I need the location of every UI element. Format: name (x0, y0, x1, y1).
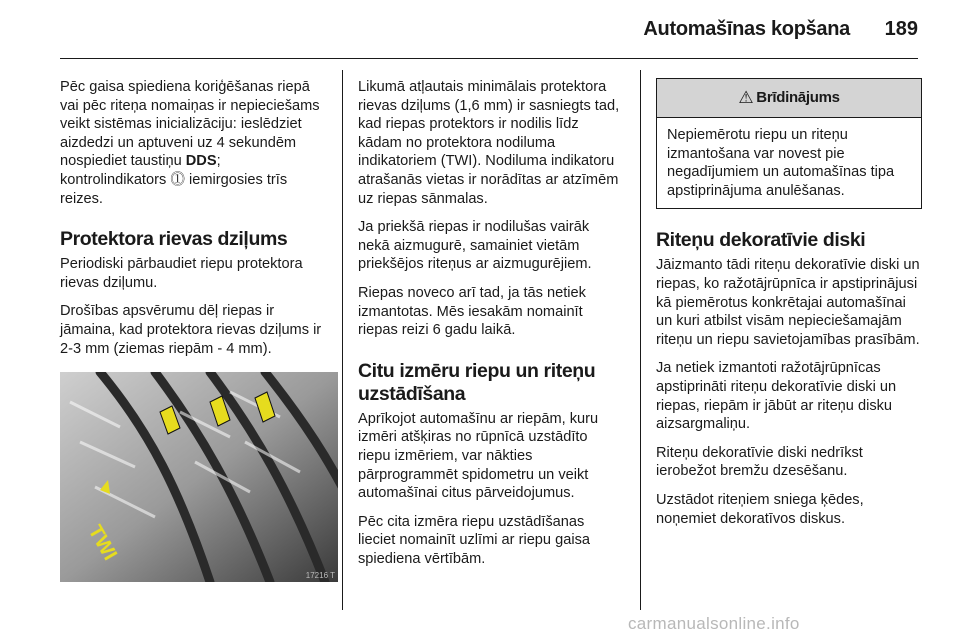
paragraph-approved-hubcaps: Jāizmanto tādi riteņu dekoratīvie diski un riepas, ko ražotājrūpnīca ir apstiprinājusi kā piemērotus konkrētajai automašīnai un kuri atbilst visām nepieciešamajām riteņu un riepu savietojamības prasībām. (656, 257, 920, 348)
twi-label: TWI (83, 521, 122, 565)
paragraph-tire-aging: Riepas noveco arī tad, ja tās netiek izmantotas. Mēs iesakām nomainīt riepas reizi 6 gadu laikā. (358, 284, 586, 339)
warning-header (657, 79, 921, 118)
column-2 (358, 78, 624, 578)
paragraph-dds-reset: Pēc gaisa spiediena koriģēšanas riepā vai pēc riteņa nomaiņas ir nepieciešams veikt sistēmas inicializāciju: ieslēdziet aizdedzi un aptuveni uz 4 sekundēm nospiediet taustiņu DDS; kontrolindikators ⓵ iemirgosies trīs reizes. (60, 79, 320, 207)
paragraph-rotate-tires: Ja priekšā riepas ir nodilušas vairāk nekā aizmugurē, samainiet vietām priekšējos riteņus ar aizmugurējiem. (358, 219, 592, 273)
figure-code: 17216 T (305, 571, 335, 580)
section-heading-hubcaps: Riteņu dekoratīvie diski (656, 229, 866, 252)
paragraph-legal-minimum: Likumā atļautais minimālais protektora rievas dziļums (1,6 mm) ir sasniegts tad, kad riepas protektors ir nodilis līdz kādam no protektora nodiluma indikatoriem (TWI). Nodiluma indikatoru atrašanās vietas ir norādītas ar atzīmēm uz riepas sānmalas. (358, 79, 620, 207)
column-divider-2 (640, 70, 641, 610)
section-heading-other-sizes: Citu izmēru riepu un riteņu uzstādīšana (358, 359, 596, 405)
warning-lamp-icon: ⓵ (170, 171, 185, 188)
paragraph-replace-tires: Drošības apsvērumu dēļ riepas ir jāmaina, kad protektora rievas dziļums ir 2-3 mm (ziemas riepām - 4 mm). (60, 303, 322, 357)
warning-text: Nepiemērotu riepu un riteņu izmantošana var novest pie negadījumiem un automašīnas tipa apstiprinājuma anulēšanas. (667, 127, 895, 199)
tire-tread-illustration (60, 372, 338, 582)
page-title: Automašīnas kopšana (643, 18, 850, 40)
column-divider-1 (342, 70, 343, 610)
warning-triangle-icon: ⚠ (738, 87, 754, 107)
watermark: carmanualsonline.info (628, 614, 800, 633)
column-1 (60, 78, 328, 368)
column-3 (656, 78, 922, 538)
tire-tread-figure (60, 372, 338, 582)
header-divider (60, 58, 918, 59)
page-number: 189 (884, 18, 918, 40)
paragraph-brake-cooling: Riteņu dekoratīvie diski nedrīkst ierobežot bremžu dzesēšanu. (656, 444, 863, 480)
paragraph-speedometer: Aprīkojot automašīnu ar riepām, kuru izmēri atšķiras no rūpnīcā uzstādīto riepu izmēriem, var nākties pārprogrammēt spidometru un veikt automašīnai citus pārveidojumus. (358, 410, 599, 502)
paragraph-rim-protector: Ja netiek izmantoti ražotājrūpnīcas apstiprināti riteņu dekoratīvie diski un riepas, riepām ir jābūt ar riteņu disku aizsargmaliņu. (656, 360, 897, 433)
page-header (0, 0, 960, 58)
section-heading-tread-depth: Protektora rievas dziļums (60, 228, 288, 251)
dds-key-label: DDS (185, 153, 217, 170)
paragraph-check-tread: Periodiski pārbaudiet riepu protektora rievas dziļumu. (60, 256, 303, 291)
warning-box (656, 78, 922, 209)
paragraph-pressure-sticker: Pēc cita izmēra riepu uzstādīšanas lieciet nomainīt uzlīmi ar riepu gaisa spiediena vērtībām. (358, 513, 590, 567)
warning-title: Brīdinājums (756, 88, 840, 106)
paragraph-snow-chains: Uzstādot riteņiem sniega ķēdes, noņemiet dekoratīvos diskus. (656, 491, 864, 527)
